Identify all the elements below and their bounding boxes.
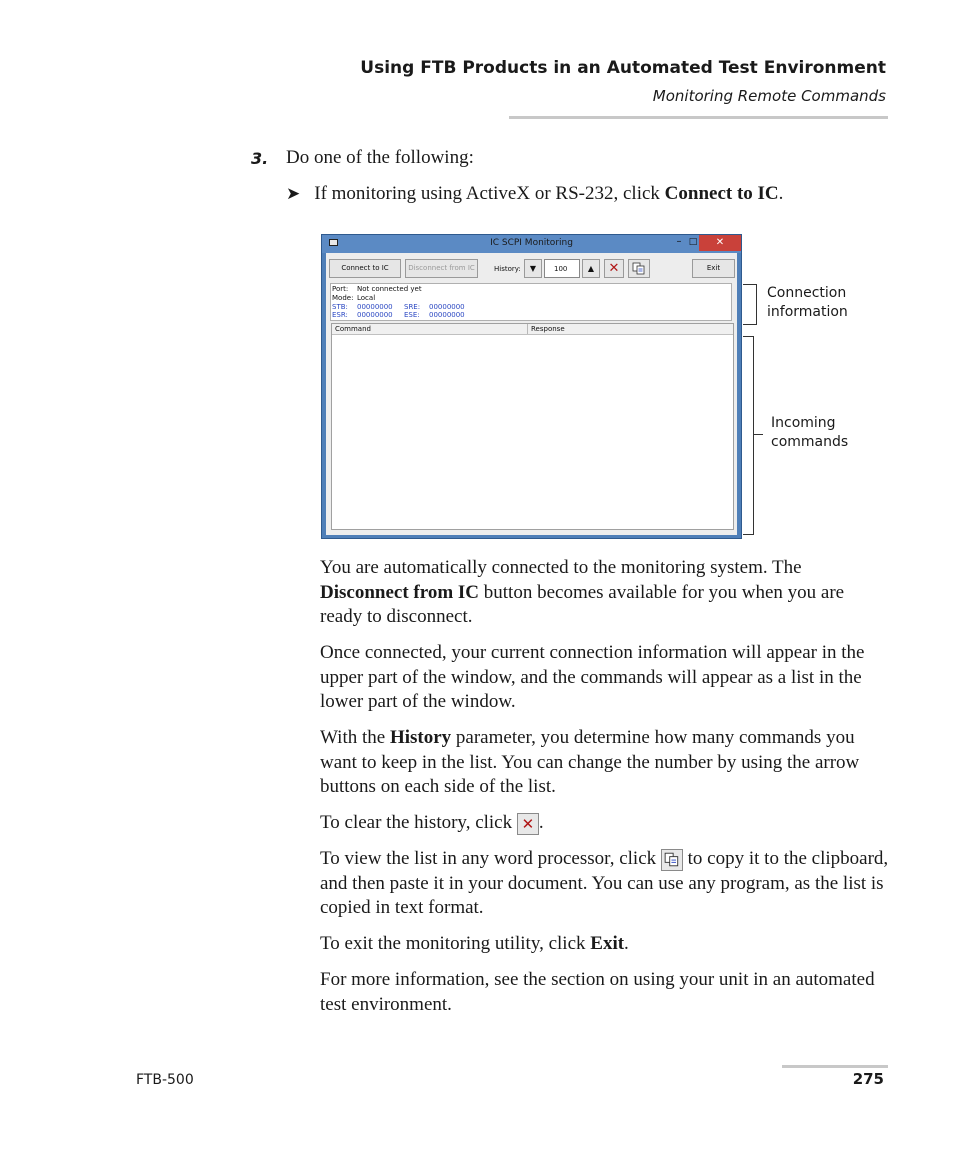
step-bullet: ➤ If monitoring using ActiveX or RS-232, click Connect to IC. <box>286 183 784 204</box>
close-icon[interactable]: ✕ <box>699 235 741 251</box>
ese-label: ESE: <box>404 311 420 319</box>
incoming-callout-tick <box>754 434 763 435</box>
column-header-response[interactable]: Response <box>531 325 565 333</box>
maximize-icon[interactable]: □ <box>688 237 698 247</box>
paragraph-copy: To view the list in any word processor, click to copy it to the clipboard, and then paste it in your document. You can use any program, as the list is copied in text format. <box>320 848 889 918</box>
history-label: History: <box>494 265 521 273</box>
ic-scpi-monitoring-window <box>321 234 742 539</box>
sre-label: SRE: <box>404 303 421 311</box>
history-increase-button[interactable]: ▲ <box>582 259 600 278</box>
ese-value: 00000000 <box>429 311 465 319</box>
page-number: 275 <box>852 1070 884 1088</box>
incoming-commands-callout-line2: commands <box>771 434 849 450</box>
mode-label: Mode: <box>332 294 354 302</box>
disconnect-bold: Disconnect from IC <box>320 581 480 603</box>
bullet-arrow-icon: ➤ <box>286 184 301 204</box>
bullet-text: If monitoring using ActiveX or RS-232, click <box>314 183 665 204</box>
column-header-command[interactable]: Command <box>335 325 371 333</box>
mode-value: Local <box>357 294 376 302</box>
paragraph-connected: You are automatically connected to the monitoring system. The Disconnect from IC button becomes available for you when you are ready to disconnect. <box>320 557 845 627</box>
clear-history-button[interactable]: ✕ <box>604 259 624 278</box>
command-list-header <box>332 324 733 335</box>
disconnect-from-ic-button[interactable]: Disconnect from IC <box>405 259 478 278</box>
port-value: Not connected yet <box>357 285 422 293</box>
copy-clipboard-icon <box>661 849 683 871</box>
running-header-title: Using FTB Products in an Automated Test Environment <box>360 58 886 78</box>
step-number: 3. <box>251 149 269 168</box>
command-list[interactable] <box>331 323 734 530</box>
window-title: IC SCPI Monitoring <box>490 238 573 248</box>
esr-value: 00000000 <box>357 311 393 319</box>
stb-label: STB: <box>332 303 348 311</box>
connection-info-panel <box>330 283 732 321</box>
clear-x-icon: ✕ <box>517 813 539 835</box>
exit-button[interactable]: Exit <box>692 259 735 278</box>
connection-info-callout-line2: information <box>767 304 848 320</box>
step-text: Do one of the following: <box>286 147 474 168</box>
copy-to-clipboard-button[interactable] <box>628 259 650 278</box>
stb-value: 00000000 <box>357 303 393 311</box>
connection-info-bracket <box>743 284 757 325</box>
sre-value: 00000000 <box>429 303 465 311</box>
paragraph-connection-info: Once connected, your current connection information will appear in the upper part of the window, and the commands will appear as a list in the lower part of the window. <box>320 642 865 712</box>
port-label: Port: <box>332 285 349 293</box>
paragraph-more-info: For more information, see the section on using your unit in an automated test environment. <box>320 969 875 1015</box>
footer-product: FTB-500 <box>136 1072 194 1088</box>
column-divider[interactable] <box>527 324 528 334</box>
incoming-commands-callout-line1: Incoming <box>771 415 836 431</box>
esr-label: ESR: <box>332 311 348 319</box>
paragraph-history: With the History parameter, you determine how many commands you want to keep in the list. You can change the number by using the arrow buttons on each side of the list. <box>320 727 860 797</box>
history-decrease-button[interactable]: ▼ <box>524 259 542 278</box>
paragraph-clear-history: To clear the history, click ✕ . <box>320 812 544 833</box>
window-client-area <box>326 253 737 535</box>
copy-icon <box>632 262 646 275</box>
header-rule <box>509 116 888 119</box>
bullet-bold: Connect to IC <box>664 183 779 204</box>
footer-rule <box>782 1065 888 1068</box>
history-input[interactable]: 100 <box>544 259 580 278</box>
running-header-subtitle: Monitoring Remote Commands <box>652 87 886 105</box>
incoming-commands-bracket <box>743 336 754 535</box>
minimize-icon[interactable]: – <box>676 236 682 247</box>
window-titlebar <box>322 235 741 253</box>
connect-to-ic-button[interactable]: Connect to IC <box>329 259 401 278</box>
connection-info-callout-line1: Connection <box>767 285 847 301</box>
exit-bold: Exit <box>590 933 625 954</box>
paragraph-exit: To exit the monitoring utility, click Exit. <box>320 933 629 954</box>
history-bold: History <box>389 727 452 748</box>
